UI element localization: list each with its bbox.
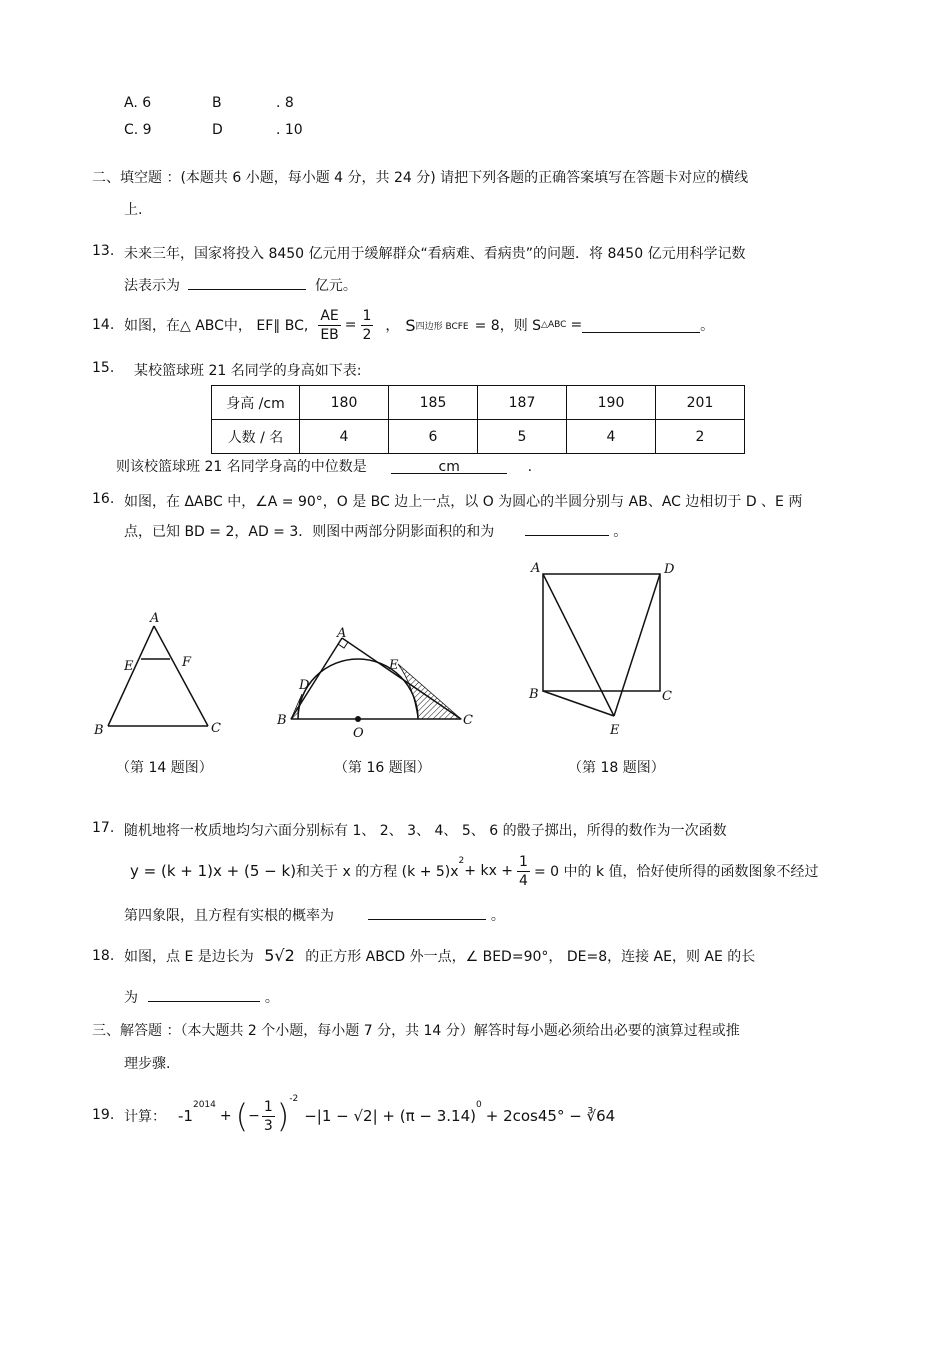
height-cell: 190 xyxy=(567,386,656,420)
q19-third-den: 3 xyxy=(263,1117,273,1134)
fig14-label-a: A xyxy=(150,611,160,626)
figure-18 xyxy=(525,556,695,736)
count-cell: 4 xyxy=(300,420,389,454)
q13-line2 xyxy=(124,275,357,295)
fig16-label-d: D xyxy=(299,678,310,693)
fig16-label-c: C xyxy=(463,713,473,728)
q17-quarter-fraction xyxy=(517,853,530,890)
fig16-label-b: B xyxy=(277,713,287,728)
q15-number: 15. xyxy=(92,360,115,376)
fig18-caption: （第 18 题图） xyxy=(568,760,665,776)
height-table xyxy=(211,385,745,454)
q16-line2-end: 。 xyxy=(613,524,628,540)
choice-d-letter: D xyxy=(212,122,223,138)
q17-number: 17. xyxy=(92,820,115,836)
q14-ratio-num: AE xyxy=(320,307,339,324)
q15-after-end: . xyxy=(527,459,533,475)
q17-answer-blank[interactable] xyxy=(368,905,486,920)
fig18-segment-de xyxy=(614,574,660,716)
q14-ratio-den: EB xyxy=(320,326,339,343)
fig18-label-b: B xyxy=(529,687,539,702)
q13-line2-post: 亿元。 xyxy=(314,278,357,294)
fig16-label-o: O xyxy=(353,726,364,741)
q14-half-den: 2 xyxy=(362,326,372,343)
fig14-label-c: C xyxy=(211,721,221,736)
fig16-center-o xyxy=(355,716,361,722)
q14-tail: = xyxy=(570,317,583,333)
q14-pre: 如图，在△ ABC中， EF∥ BC, xyxy=(124,318,309,334)
q13-line1: 未来三年，国家将投入 8450 亿元用于缓解群众“看病难、看病贵”的问题．将 8450 亿元用科学记数 xyxy=(124,246,746,262)
height-row xyxy=(212,386,745,420)
q17-line2 xyxy=(130,850,819,892)
q17-line3-end: 。 xyxy=(490,908,505,924)
section3-heading-cont: 理步骤. xyxy=(124,1056,171,1072)
q14-half-fraction xyxy=(361,307,374,344)
q14-ratio-fraction xyxy=(318,307,340,344)
q18-line1-pre: 如图，点 E 是边长为 xyxy=(124,949,254,965)
figure-16 xyxy=(275,622,475,742)
q14-line: 如图，在△ ABC中， EF∥ BC, $\frac{AE}{EB}$ = $\frac{1}{2}$ ， S 四边形 BCFE = 8，则 S △ABC = 。 xyxy=(124,307,715,343)
q19-plus: + xyxy=(219,1108,232,1124)
fig14-side-ab xyxy=(108,626,154,726)
count-cell: 5 xyxy=(478,420,567,454)
height-cell: 201 xyxy=(656,386,745,420)
q14-s-quad-val: = 8，则 S xyxy=(474,318,542,334)
fig14-label-b: B xyxy=(94,723,104,738)
choice-a: A. 6 xyxy=(124,95,152,111)
q15-after-pre: 则该校篮球班 21 名同学身高的中位数是 xyxy=(116,459,367,475)
q17-quarter-num: 1 xyxy=(519,853,528,870)
fig14-label-e: E xyxy=(124,659,134,674)
q19-term1-exp: 2014 xyxy=(192,1100,216,1110)
count-cell: 4 xyxy=(567,420,656,454)
choice-b-value: . 8 xyxy=(276,95,294,111)
q18-line1-post: 的正方形 ABCD 外一点，∠ BED=90°， DE=8，连接 AE，则 AE 的长 xyxy=(305,949,756,965)
q19-tail: + 2cos45° − ∛64 xyxy=(485,1107,616,1125)
q13-answer-blank[interactable] xyxy=(188,275,306,290)
fig14-side-ac xyxy=(154,626,208,726)
q19-exp-neg2: -2 xyxy=(289,1094,299,1104)
height-label: 身高 /cm xyxy=(212,386,300,420)
q18-line2-end: 。 xyxy=(264,990,279,1006)
q15-answer-blank[interactable] xyxy=(391,459,507,474)
q19-paren-close: ) xyxy=(276,1097,290,1135)
q14-number: 14. xyxy=(92,317,115,333)
q14-s-quad: S xyxy=(405,315,416,335)
q17-square-exp: 2 xyxy=(458,856,465,866)
q19-paren-open: ( xyxy=(235,1097,249,1135)
fig14-label-f: F xyxy=(182,655,192,670)
fig16-caption: （第 16 题图） xyxy=(334,760,431,776)
fig16-shade-c xyxy=(398,664,461,719)
q14-half-num: 1 xyxy=(362,307,372,324)
height-cell: 187 xyxy=(478,386,567,420)
q16-number: 16. xyxy=(92,491,115,507)
fig16-semicircle xyxy=(298,659,418,719)
q17-line3 xyxy=(124,905,505,925)
q15-text: 某校篮球班 21 名同学的身高如下表: xyxy=(134,363,362,379)
q15-unit: cm xyxy=(438,459,460,475)
q18-line2-pre: 为 xyxy=(124,990,138,1006)
q19-rest: −|1 − √2| + (π − 3.14) xyxy=(304,1107,476,1125)
q17-equation-mid: 和关于 x 的方程 (k + 5)x xyxy=(296,864,459,880)
q19-term1: -1 xyxy=(178,1107,193,1125)
q14-eq: = xyxy=(344,317,357,333)
q14-end: 。 xyxy=(700,318,715,334)
q13-number: 13. xyxy=(92,243,115,259)
q19-label: 计算： xyxy=(124,1109,166,1125)
q18-side-length: 5√2 xyxy=(264,946,295,965)
count-row xyxy=(212,420,745,454)
q17-quarter-den: 4 xyxy=(519,872,528,889)
q14-answer-blank[interactable] xyxy=(582,318,700,333)
q19-third-num: 1 xyxy=(263,1098,273,1115)
count-cell: 6 xyxy=(389,420,478,454)
q18-answer-blank[interactable] xyxy=(148,987,260,1002)
q16-line1: 如图，在 ΔABC 中，∠A = 90°，O 是 BC 边上一点，以 O 为圆心的半圆分别与 AB、AC 边相切于 D 、E 两 xyxy=(124,494,803,510)
q19-third-fraction xyxy=(262,1098,275,1135)
q13-line2-pre: 法表示为 xyxy=(124,278,180,294)
q16-line2 xyxy=(124,521,627,541)
q18-number: 18. xyxy=(92,948,115,964)
q19-neg: − xyxy=(248,1108,260,1124)
q14-s-abc-sub: △ABC xyxy=(541,320,567,330)
q16-answer-blank[interactable] xyxy=(525,521,609,536)
fig18-square xyxy=(543,574,660,691)
section2-heading: 二、填空题 ：(本题共 6 小题，每小题 4 分，共 24 分) 请把下列各题的正确答案填写在答题卡对应的横线 xyxy=(92,170,749,186)
height-cell: 185 xyxy=(389,386,478,420)
fig14-caption: （第 14 题图） xyxy=(116,760,213,776)
fig18-label-d: D xyxy=(664,562,675,577)
fig16-label-e: E xyxy=(389,658,399,673)
q17-line2-post: = 0 中的 k 值，恰好使所得的函数图象不经过 xyxy=(533,864,819,880)
count-cell: 2 xyxy=(656,420,745,454)
fig18-label-e: E xyxy=(610,723,620,738)
q17-line1: 随机地将一枚质地均匀六面分别标有 1、 2、 3、 4、 5、 6 的骰子掷出，所得的数作为一次函数 xyxy=(124,823,727,839)
q17-line3-pre: 第四象限，且方程有实根的概率为 xyxy=(124,908,334,924)
choice-b-letter: B xyxy=(212,95,222,111)
q19-number: 19. xyxy=(92,1107,115,1123)
count-label: 人数 / 名 xyxy=(212,420,300,454)
q17-linear-function: y = (k + 1)x + (5 − k) xyxy=(130,862,297,880)
fig16-label-a: A xyxy=(337,626,347,641)
section3-heading: 三、解答题 ：（本大题共 2 个小题，每小题 7 分，共 14 分）解答时每小题必须给出必要的演算过程或推 xyxy=(92,1023,740,1039)
figure-14 xyxy=(90,608,250,738)
q17-kx: + kx + xyxy=(464,863,514,879)
q18-line2 xyxy=(124,987,279,1007)
choice-d-value: . 10 xyxy=(276,122,303,138)
q19-expression xyxy=(124,1092,615,1140)
q18-line1 xyxy=(124,946,755,966)
q19-exp-zero: 0 xyxy=(476,1100,482,1110)
fig18-label-a: A xyxy=(531,561,541,576)
height-cell: 180 xyxy=(300,386,389,420)
q16-line2-pre: 点，已知 BD = 2，AD = 3．则图中两部分阴影面积的和为 xyxy=(124,524,495,540)
fig18-label-c: C xyxy=(662,689,672,704)
q15-after xyxy=(116,456,532,476)
choice-c: C. 9 xyxy=(124,122,152,138)
q14-s-quad-sub: 四边形 BCFE xyxy=(415,321,469,332)
section2-heading-cont: 上. xyxy=(124,202,143,218)
